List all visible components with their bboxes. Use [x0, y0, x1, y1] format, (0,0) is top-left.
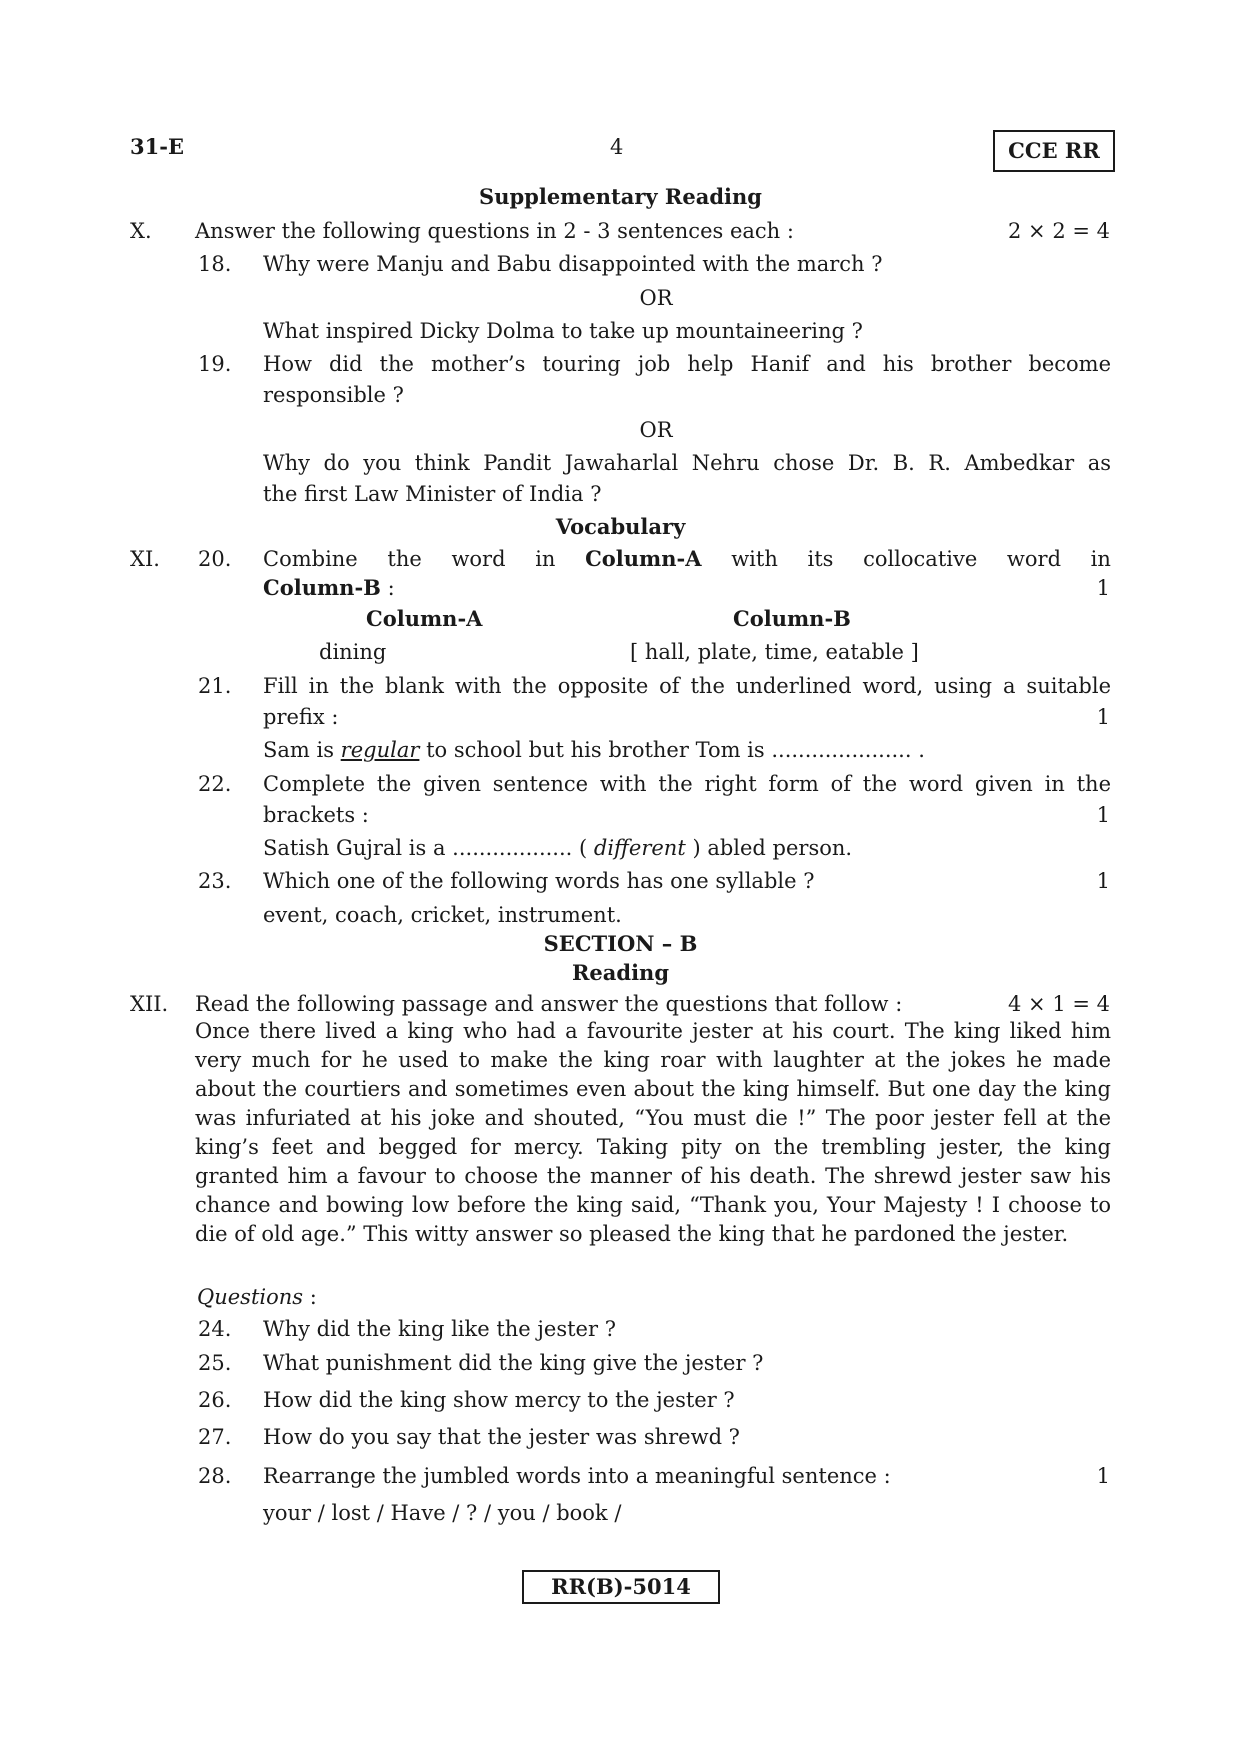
footer-code-box: RR(B)-5014 [522, 1570, 720, 1604]
q19-alt-line2: the first Law Minister of India ? [263, 482, 602, 506]
section-x-instruction: Answer the following questions in 2 - 3 sentences each : [195, 219, 794, 243]
q23-marks: 1 [1096, 869, 1110, 893]
section-xii-marks: 4 × 1 = 4 [1008, 992, 1110, 1016]
q28-number: 28. [198, 1464, 232, 1488]
q21-number: 21. [198, 674, 232, 698]
q20-word: its [807, 547, 834, 571]
q25-number: 25. [198, 1351, 232, 1375]
section-xii-roman: XII. [130, 992, 169, 1016]
q22-line2: brackets : [263, 803, 369, 827]
q22-line1: Complete the given sentence with the right form of the word given in the [263, 772, 1111, 796]
section-b-heading: SECTION – B [543, 931, 698, 956]
q22-number: 22. [198, 772, 232, 796]
q20-colon: : [380, 576, 395, 600]
q20-column-a-ref: Column-A [585, 546, 702, 571]
q21-line2: prefix : [263, 705, 339, 729]
reading-passage: Once there lived a king who had a favourite jester at his court. The king liked him very much for he used to make the king roar with laughter at the jokes he made about the courtiers and sometimes even about the king himself. But one day the king was infuriated at his joke and shouted, “You must die !” The poor jester fell at the king’s feet and begged for mercy. Taking pity on the trembling jester, the king granted him a favour to choose the manner of his death. The shrewd jester saw his chance and bowing low before the king said, “Thank you, Your Majesty ! I choose to die of old age.” This witty answer so pleased the king that he pardoned the jester. [195, 1019, 1111, 1246]
q21-marks: 1 [1096, 705, 1110, 729]
q28-marks: 1 [1096, 1464, 1110, 1488]
q20-options: [ hall, plate, time, eatable ] [630, 640, 919, 664]
q23-number: 23. [198, 869, 232, 893]
q20-number: 20. [198, 547, 232, 571]
q28-text: Rearrange the jumbled words into a meaningful sentence : [263, 1464, 891, 1488]
q28-jumbled-words: your / lost / Have / ? / you / book / [263, 1501, 622, 1525]
questions-label-text: Questions [197, 1285, 304, 1309]
q27-number: 27. [198, 1425, 232, 1449]
q22-sentence-end: ) abled person. [685, 836, 853, 860]
q20-column-b-ref: Column-B [263, 575, 381, 600]
q21-line1: Fill in the blank with the opposite of the underlined word, using a suitable [263, 674, 1111, 698]
q25-text: What punishment did the king give the jester ? [263, 1351, 764, 1375]
q20-word: in [1090, 547, 1111, 571]
q20-word: the [387, 547, 422, 571]
questions-label [197, 1284, 317, 1310]
q22-sentence [263, 835, 852, 861]
q19-line2: responsible ? [263, 383, 404, 407]
questions-label-colon: : [303, 1285, 317, 1309]
section-xi-roman: XI. [130, 547, 160, 571]
q22-marks: 1 [1096, 803, 1110, 827]
q21-sentence [263, 737, 925, 763]
q23-options: event, coach, cricket, instrument. [263, 903, 622, 927]
q22-sentence-start: Satish Gujral is a .................. ( [263, 836, 594, 860]
q18-text: Why were Manju and Babu disappointed with the march ? [263, 252, 883, 276]
q26-text: How did the king show mercy to the jester ? [263, 1388, 735, 1412]
cce-rr-badge: CCE RR [993, 130, 1115, 172]
q23-text: Which one of the following words has one syllable ? [263, 869, 815, 893]
q20-word: Combine [263, 547, 358, 571]
q24-text: Why did the king like the jester ? [263, 1317, 616, 1341]
q27-text: How do you say that the jester was shrewd ? [263, 1425, 740, 1449]
q20-word: with [731, 547, 778, 571]
q21-underlined-word: regular [340, 738, 420, 762]
q19-number: 19. [198, 352, 232, 376]
q18-alt-text: What inspired Dicky Dolma to take up mountaineering ? [263, 319, 863, 343]
q19-alt-line1: Why do you think Pandit Jawaharlal Nehru chose Dr. B. R. Ambedkar as [263, 451, 1111, 475]
q20-line2 [263, 575, 395, 601]
supplementary-reading-heading: Supplementary Reading [479, 184, 762, 209]
q19-line1: How did the mother’s touring job help Hanif and his brother become [263, 352, 1111, 376]
section-xii-instruction: Read the following passage and answer the questions that follow : [195, 992, 903, 1016]
vocabulary-heading: Vocabulary [555, 514, 686, 539]
q20-word: in [535, 547, 556, 571]
reading-heading: Reading [571, 960, 670, 985]
q24-number: 24. [198, 1317, 232, 1341]
q20-word: word [1006, 547, 1062, 571]
q20-marks: 1 [1096, 576, 1110, 600]
paper-code: 31-E [130, 134, 184, 159]
q20-word-dining: dining [319, 640, 387, 664]
q26-number: 26. [198, 1388, 232, 1412]
q20-column-b-header: Column-B [733, 606, 851, 631]
q20-column-a-header: Column-A [366, 606, 483, 631]
section-x-roman: X. [130, 219, 152, 243]
q19-or: OR [639, 418, 673, 442]
q20-line1 [263, 546, 1111, 572]
q22-italic-word: different [593, 836, 686, 860]
q18-number: 18. [198, 252, 232, 276]
page-number: 4 [610, 135, 624, 159]
q20-word: word [451, 547, 506, 571]
q21-sentence-end: to school but his brother Tom is ..................... . [419, 738, 925, 762]
q21-sentence-start: Sam is [263, 738, 341, 762]
q20-word: collocative [863, 547, 978, 571]
section-x-marks: 2 × 2 = 4 [1008, 219, 1110, 243]
q18-or: OR [639, 286, 673, 310]
